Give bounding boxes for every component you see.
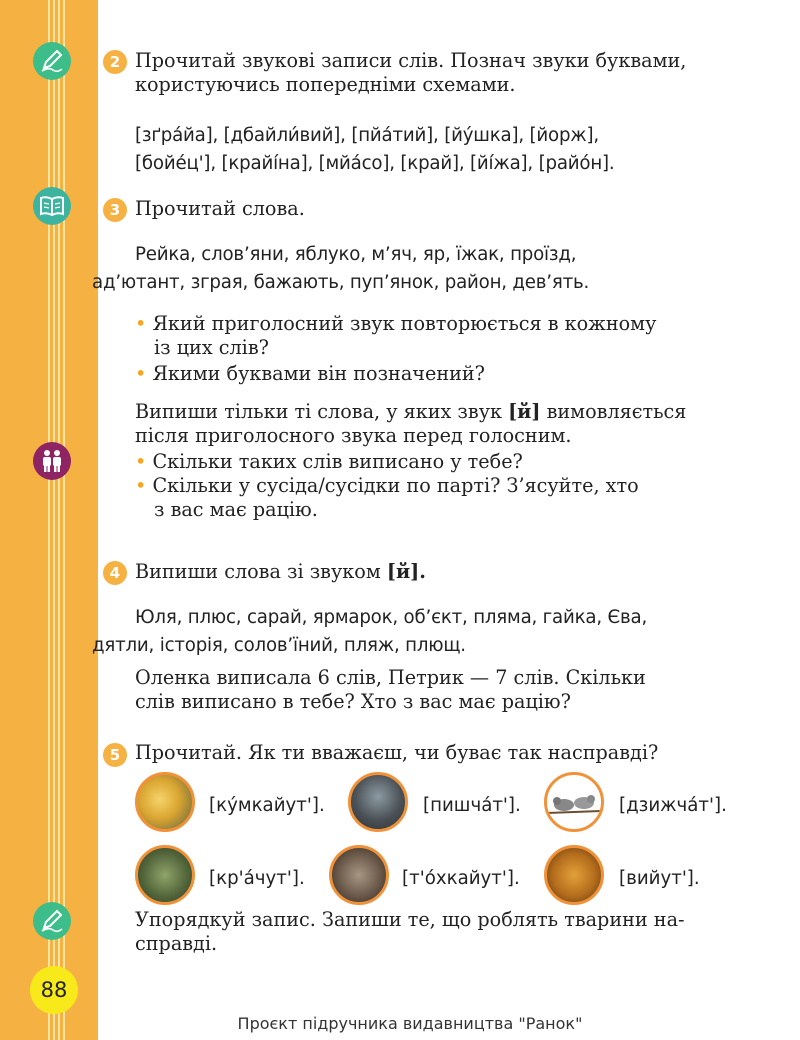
sidebar <box>0 0 98 1040</box>
question-item: • Який приголосний звук повторюється в кожному із цих слів? <box>135 312 657 359</box>
birds-image <box>544 772 604 832</box>
exercise-number: 2 <box>103 50 127 74</box>
exercise-2-words: [зґра́йа], [дбайли́вий], [пйа́тий], [йу́шка], [йорж], [бойе́ц'], [крайі́на], [мйа́со], [край], [йі́жа], [райо́н]. <box>135 125 615 174</box>
mice-image <box>329 845 389 905</box>
exercise-number: 4 <box>103 561 127 585</box>
wolf-cubs-image <box>348 772 408 832</box>
pencil-icon <box>33 902 71 940</box>
animal-label: [пишча́т']. <box>423 795 521 816</box>
exercise-5-instruction: Прочитай. Як ти вважаєш, чи буває так насправді? <box>135 741 659 764</box>
pencil-icon <box>33 42 71 80</box>
page-number: 88 <box>30 966 78 1014</box>
animal-label: [ку́мкайут']. <box>209 795 325 816</box>
sidebar-stripe <box>48 0 50 1040</box>
exercise-2-instruction: Прочитай звукові записи слів. Познач звуки буквами, користуючись попередніми схемами. <box>135 49 687 96</box>
pair-work-icon <box>33 442 71 480</box>
exercise-3-instruction: Прочитай слова. <box>135 197 305 220</box>
book-icon <box>33 187 71 225</box>
exercise-4-instruction: Випиши слова зі звуком [й]. <box>135 560 426 583</box>
sidebar-stripe <box>58 0 60 1040</box>
exercise-3-task: Випиши тільки ті слова, у яких звук [й] вимовляється після приголосного звука перед голосним. <box>135 400 687 447</box>
frog-image <box>135 845 195 905</box>
animal-label: [т'о́хкайут']. <box>402 868 520 889</box>
exercise-5-task: Упорядкуй запис. Запиши те, що роблять тварини на- справді. <box>135 908 685 955</box>
question-item: • Скільки таких слів виписано у тебе? <box>135 450 523 473</box>
animal-label: [вийут']. <box>619 868 700 889</box>
exercise-number: 3 <box>103 198 127 222</box>
animal-label: [кр'а́чут']. <box>209 868 305 889</box>
exercise-4-text: Оленка виписала 6 слів, Петрик — 7 слів. Скільки слів виписано в тебе? Хто з вас має рацію? <box>135 666 646 713</box>
exercise-number: 5 <box>103 743 127 767</box>
animal-label: [дзижча́т']. <box>619 795 727 816</box>
exercise-3-words: Рейка, слов’яни, яблуко, м’яч, яр, їжак, проїзд, ад’ютант, зграя, бажають, пуп’янок, район, дев’ять. <box>92 244 590 293</box>
sidebar-stripe <box>63 0 65 1040</box>
question-item: • Якими буквами він позначений? <box>135 362 485 385</box>
footer: Проєкт підручника видавництва "Ранок" <box>237 1014 583 1033</box>
exercise-4-words: Юля, плюс, сарай, ярмарок, об’єкт, пляма, гайка, Єва, дятли, історія, солов’їний, пляж, плющ. <box>92 607 648 656</box>
bees-image <box>544 845 604 905</box>
sidebar-stripe <box>53 0 55 1040</box>
question-item: • Скільки у сусіда/сусідки по парті? З’ясуйте, хто з вас має рацію. <box>135 474 639 521</box>
ducklings-image <box>135 772 195 832</box>
